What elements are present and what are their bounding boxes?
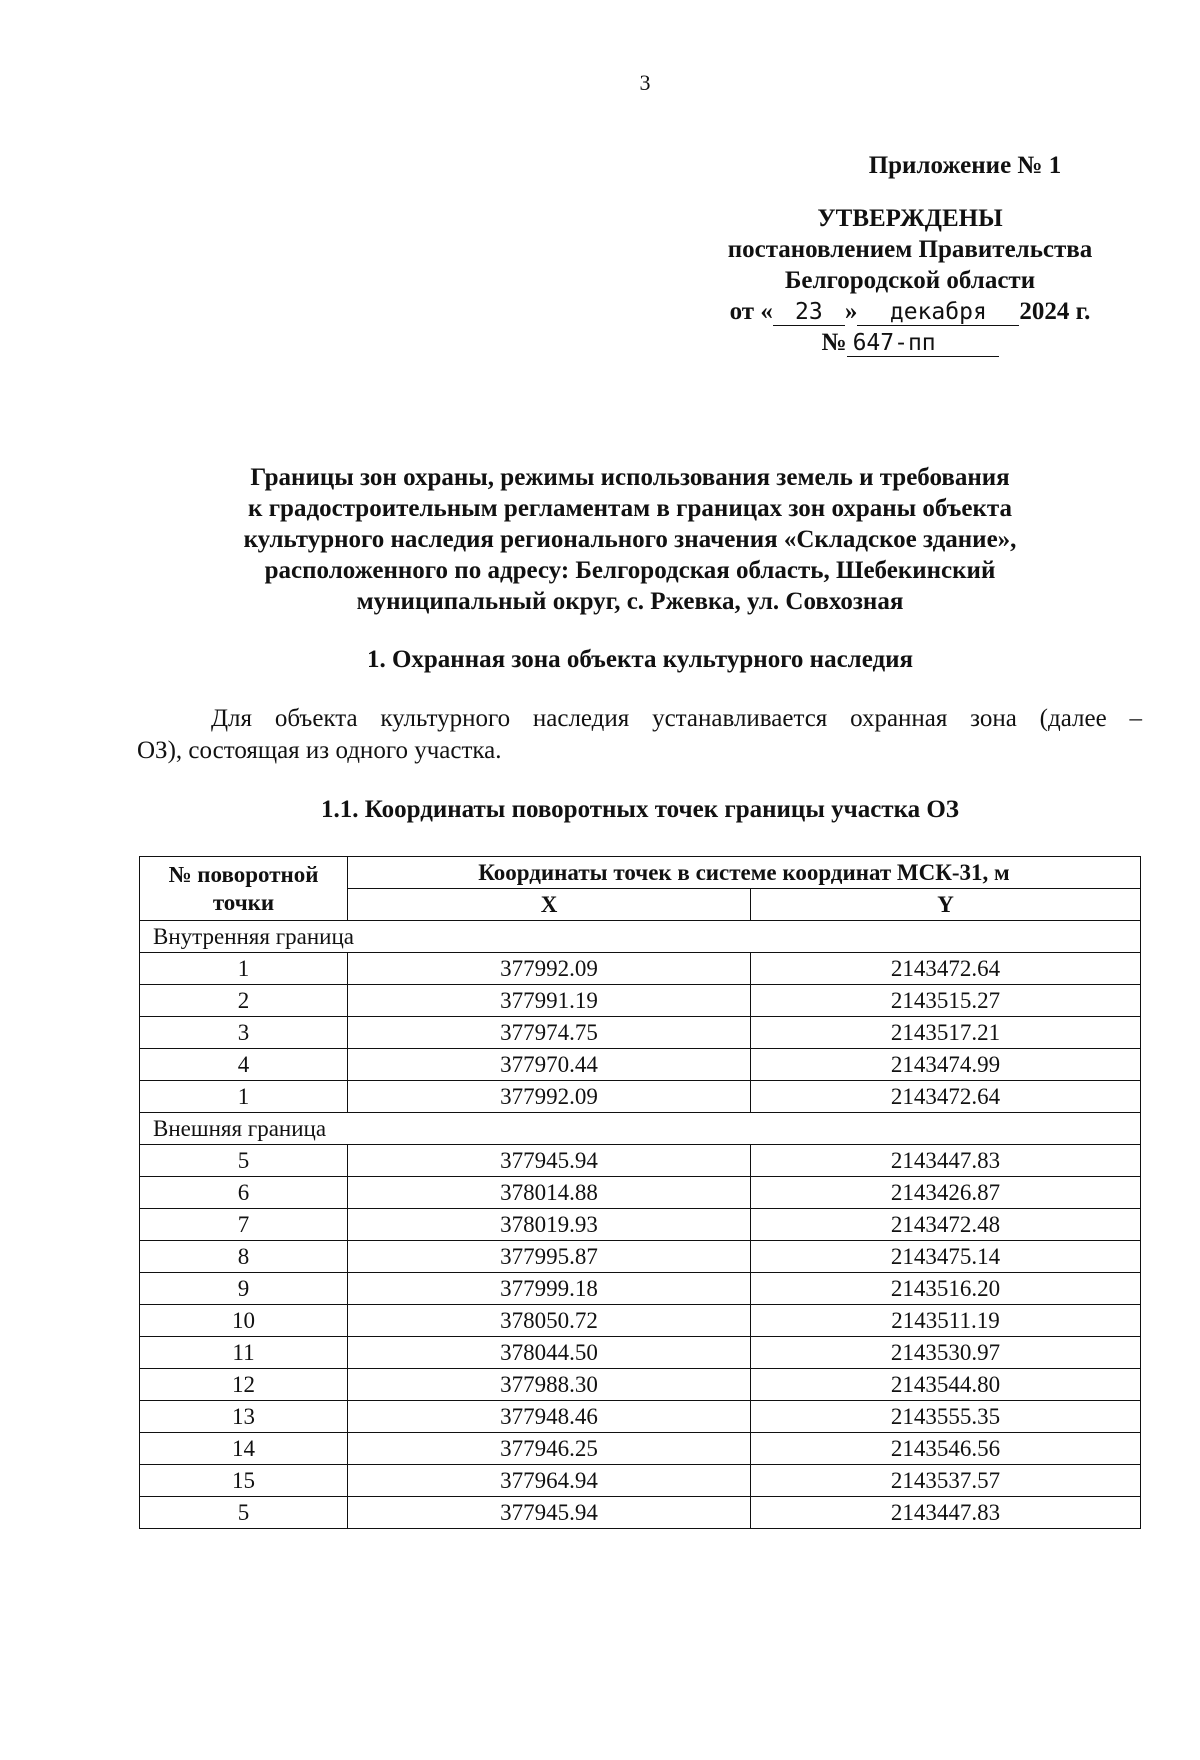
point-number-cell: 8 — [140, 1241, 348, 1273]
table-row — [140, 1209, 1141, 1241]
table-row — [140, 1017, 1141, 1049]
y-coordinate-cell: 2143537.57 — [751, 1465, 1141, 1497]
date-mid: » — [844, 298, 858, 325]
point-number-cell: 2 — [140, 985, 348, 1017]
x-coordinate-cell: 377992.09 — [348, 1081, 751, 1113]
point-number-cell: 3 — [140, 1017, 348, 1049]
title-line-4: расположенного по адресу: Белгородская область, Шебекинский — [264, 557, 996, 584]
point-number-cell: 12 — [140, 1369, 348, 1401]
inner-boundary-group-label: Внутренняя граница — [140, 921, 1141, 953]
table-row — [140, 1177, 1141, 1209]
title-line-5: муниципальный округ, с. Ржевка, ул. Совхозная — [356, 588, 904, 615]
title-line-2: к градостроительным регламентам в границах зон охраны объекта — [248, 495, 1012, 522]
paragraph-line-1: Для объекта культурного наследия устанавливается охранная зона (далее – — [211, 705, 1142, 732]
body-paragraph — [137, 703, 1142, 767]
approval-line-1: постановлением Правительства — [727, 236, 1093, 263]
table-row — [140, 1241, 1141, 1273]
header-y: Y — [751, 889, 1141, 921]
y-coordinate-cell: 2143530.97 — [751, 1337, 1141, 1369]
point-number-cell: 5 — [140, 1145, 348, 1177]
approval-date — [690, 296, 1130, 327]
y-coordinate-cell: 2143447.83 — [751, 1145, 1141, 1177]
y-coordinate-cell: 2143426.87 — [751, 1177, 1141, 1209]
outer-boundary-group — [140, 1113, 1141, 1145]
y-coordinate-cell: 2143555.35 — [751, 1401, 1141, 1433]
paragraph-line-2: ОЗ), состоящая из одного участка. — [137, 737, 502, 764]
approval-line-2: Белгородской области — [784, 267, 1036, 294]
point-number-cell: 4 — [140, 1049, 348, 1081]
table-row — [140, 1433, 1141, 1465]
x-coordinate-cell: 377945.94 — [348, 1145, 751, 1177]
x-coordinate-cell: 377948.46 — [348, 1401, 751, 1433]
x-coordinate-cell: 377991.19 — [348, 985, 751, 1017]
point-number-cell: 7 — [140, 1209, 348, 1241]
appendix-label: Приложение № 1 — [868, 152, 1062, 179]
x-coordinate-cell: 377964.94 — [348, 1465, 751, 1497]
point-number-cell: 15 — [140, 1465, 348, 1497]
y-coordinate-cell: 2143472.64 — [751, 953, 1141, 985]
table-row — [140, 953, 1141, 985]
date-month: декабря — [857, 299, 1019, 326]
approved-heading: УТВЕРЖДЕНЫ — [817, 205, 1003, 232]
table-row — [140, 1049, 1141, 1081]
x-coordinate-cell: 377946.25 — [348, 1433, 751, 1465]
x-coordinate-cell: 377999.18 — [348, 1273, 751, 1305]
subsection-title: 1.1. Координаты поворотных точек границы участка ОЗ — [321, 796, 959, 823]
y-coordinate-cell: 2143511.19 — [751, 1305, 1141, 1337]
y-coordinate-cell: 2143515.27 — [751, 985, 1141, 1017]
x-coordinate-cell: 377974.75 — [348, 1017, 751, 1049]
date-year: 2024 г. — [1019, 298, 1091, 325]
table-row — [140, 1145, 1141, 1177]
y-coordinate-cell: 2143546.56 — [751, 1433, 1141, 1465]
point-number-cell: 10 — [140, 1305, 348, 1337]
point-number-cell: 5 — [140, 1497, 348, 1529]
document-title — [190, 462, 1070, 617]
point-number-cell: 11 — [140, 1337, 348, 1369]
title-line-1: Границы зон охраны, режимы использования земель и требования — [250, 464, 1010, 491]
y-coordinate-cell: 2143447.83 — [751, 1497, 1141, 1529]
title-line-3: культурного наследия регионального значения «Складское здание», — [243, 526, 1017, 553]
section-title: 1. Охранная зона объекта культурного наследия — [366, 646, 914, 673]
y-coordinate-cell: 2143516.20 — [751, 1273, 1141, 1305]
table-row — [140, 985, 1141, 1017]
table-row — [140, 1337, 1141, 1369]
header-x: X — [348, 889, 751, 921]
approval-block — [690, 150, 1130, 358]
y-coordinate-cell: 2143474.99 — [751, 1049, 1141, 1081]
page-number: 3 — [639, 70, 651, 95]
x-coordinate-cell: 377945.94 — [348, 1497, 751, 1529]
table-row — [140, 1305, 1141, 1337]
approval-number — [690, 327, 1130, 358]
x-coordinate-cell: 378044.50 — [348, 1337, 751, 1369]
point-number-cell: 13 — [140, 1401, 348, 1433]
date-prefix: от « — [729, 298, 773, 325]
outer-boundary-group-label: Внешняя граница — [140, 1113, 1141, 1145]
y-coordinate-cell: 2143517.21 — [751, 1017, 1141, 1049]
x-coordinate-cell: 378019.93 — [348, 1209, 751, 1241]
header-point-number: № поворотной точки — [140, 857, 348, 921]
y-coordinate-cell: 2143475.14 — [751, 1241, 1141, 1273]
point-number-cell: 6 — [140, 1177, 348, 1209]
point-number-cell: 1 — [140, 953, 348, 985]
table-row — [140, 1497, 1141, 1529]
inner-boundary-group — [140, 921, 1141, 953]
y-coordinate-cell: 2143544.80 — [751, 1369, 1141, 1401]
date-day: 23 — [773, 299, 845, 326]
x-coordinate-cell: 377995.87 — [348, 1241, 751, 1273]
table-row — [140, 1081, 1141, 1113]
coordinates-table — [139, 856, 1141, 1529]
table-row — [140, 1465, 1141, 1497]
point-number-cell: 9 — [140, 1273, 348, 1305]
x-coordinate-cell: 378050.72 — [348, 1305, 751, 1337]
table-row — [140, 1401, 1141, 1433]
x-coordinate-cell: 377970.44 — [348, 1049, 751, 1081]
x-coordinate-cell: 377988.30 — [348, 1369, 751, 1401]
table-row — [140, 1369, 1141, 1401]
y-coordinate-cell: 2143472.64 — [751, 1081, 1141, 1113]
y-coordinate-cell: 2143472.48 — [751, 1209, 1141, 1241]
coordinates-body — [140, 921, 1141, 1529]
header-coordinates: Координаты точек в системе координат МСК-31, м — [348, 857, 1141, 889]
x-coordinate-cell: 377992.09 — [348, 953, 751, 985]
table-row — [140, 1273, 1141, 1305]
x-coordinate-cell: 378014.88 — [348, 1177, 751, 1209]
number-prefix: № — [821, 329, 847, 356]
document-number: 647-пп — [847, 330, 999, 357]
point-number-cell: 14 — [140, 1433, 348, 1465]
point-number-cell: 1 — [140, 1081, 348, 1113]
